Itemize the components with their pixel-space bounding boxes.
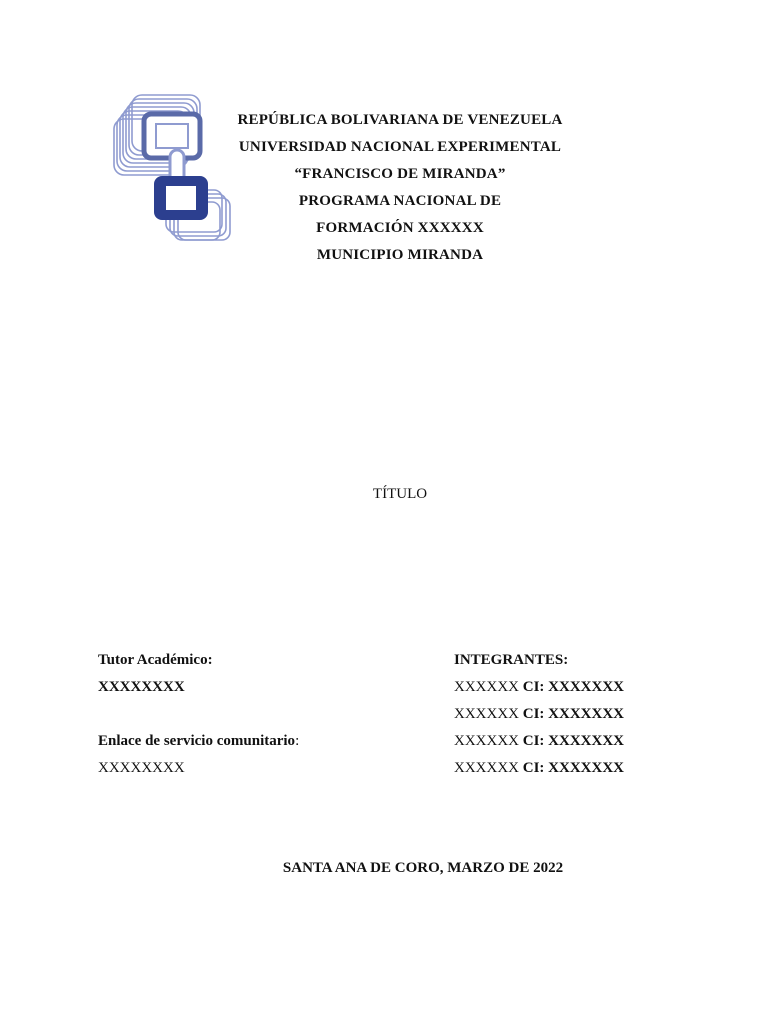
header-country: REPÚBLICA BOLIVARIANA DE VENEZUELA bbox=[237, 112, 563, 128]
enlace-colon: : bbox=[295, 733, 300, 749]
place-date: SANTA ANA DE CORO, MARZO DE 2022 bbox=[282, 860, 564, 876]
member-row bbox=[454, 674, 624, 701]
enlace-row bbox=[98, 728, 299, 755]
tutor-label: Tutor Académico: bbox=[98, 652, 213, 668]
integrantes-label: INTEGRANTES: bbox=[454, 652, 569, 668]
member-row bbox=[454, 701, 624, 728]
header-program: PROGRAMA NACIONAL DE bbox=[298, 193, 502, 209]
tutor-section bbox=[98, 647, 299, 782]
member-ci-label: CI: bbox=[522, 760, 545, 776]
member-name: XXXXXX bbox=[454, 706, 519, 722]
member-name: XXXXXX bbox=[454, 760, 519, 776]
enlace-name: XXXXXXXX bbox=[98, 760, 185, 776]
header-university-name: “FRANCISCO DE MIRANDA” bbox=[294, 166, 506, 182]
member-ci: XXXXXXX bbox=[548, 679, 624, 695]
member-row bbox=[454, 728, 624, 755]
member-ci-label: CI: bbox=[522, 706, 545, 722]
tutor-name: XXXXXXXX bbox=[98, 679, 185, 695]
header-university: UNIVERSIDAD NACIONAL EXPERIMENTAL bbox=[238, 139, 562, 155]
document-title: TÍTULO bbox=[372, 486, 428, 502]
member-name: XXXXXX bbox=[454, 733, 519, 749]
member-ci: XXXXXXX bbox=[548, 706, 624, 722]
member-name: XXXXXX bbox=[454, 679, 519, 695]
enlace-label: Enlace de servicio comunitario bbox=[98, 733, 296, 749]
institution-header bbox=[200, 107, 600, 269]
header-formation: FORMACIÓN XXXXXX bbox=[316, 220, 484, 236]
integrantes-section bbox=[454, 647, 624, 782]
member-ci-label: CI: bbox=[522, 679, 545, 695]
member-row bbox=[454, 755, 624, 782]
header-municipality: MUNICIPIO MIRANDA bbox=[316, 247, 484, 263]
member-ci-label: CI: bbox=[522, 733, 545, 749]
member-ci: XXXXXXX bbox=[548, 760, 624, 776]
member-ci: XXXXXXX bbox=[548, 733, 624, 749]
